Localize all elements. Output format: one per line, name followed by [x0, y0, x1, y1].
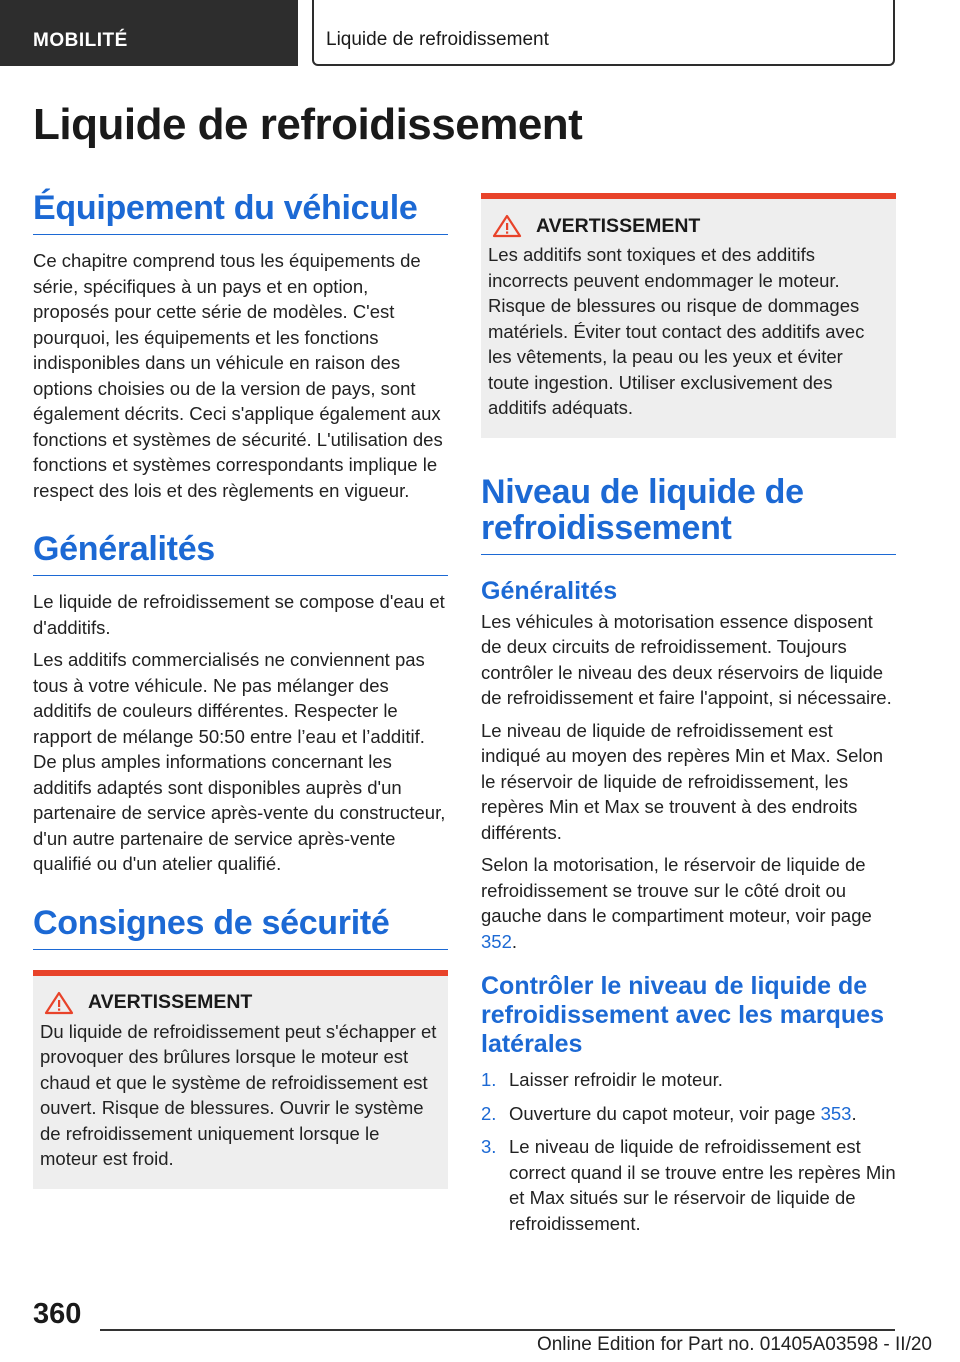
- warning-triangle-icon: [492, 214, 522, 238]
- footer-edition: Online Edition for Part no. 01405A03598 - II/20: [536, 1334, 932, 1355]
- subheading-general: Généralités: [481, 576, 618, 605]
- warning-text: Du liquide de refroidissement peut s'échapper et provoquer des brûlures lorsque le moteur est chaud et que le système de refroidissement est ouvert. Risque de blessures. Ouvrir le système de refroidissement uniquement lorsque le moteur est froid.: [40, 1020, 437, 1169]
- step-text-end: .: [851, 1102, 857, 1124]
- page-link-353[interactable]: 353: [820, 1102, 852, 1124]
- step-number: 3.: [481, 1136, 497, 1157]
- step-text: Ouverture du capot moteur, voir page: [509, 1102, 821, 1124]
- step-text: Laisser refroidir le moteur.: [509, 1069, 723, 1090]
- step-text: Le niveau de liquide de refroidissement est correct quand il se trouve entre les repères Min et Max situés sur le réservoir de liquide de refroidissement.: [509, 1136, 896, 1234]
- level-paragraph-2: Le niveau de liquide de refroidissement est indiqué au moyen des repères Min et Max. Selon le réservoir de liquide de refroidissement, les repères Min et Max se trouvent à des endroits différents.: [481, 719, 884, 843]
- warning-triangle-icon: [44, 991, 74, 1015]
- heading-general: Généralités: [33, 531, 448, 576]
- level-paragraph-3-end: .: [511, 930, 518, 952]
- warning-box-additives: [481, 193, 896, 438]
- list-item: [481, 1101, 896, 1127]
- page-link-352[interactable]: 352: [481, 930, 512, 952]
- warning-title: AVERTISSEMENT: [88, 991, 253, 1013]
- page-number: 360: [33, 1298, 82, 1330]
- level-paragraph-3-text: Selon la motorisation, le réservoir de liquide de refroidissement se trouve sur le côté droit ou gauche dans le compartiment moteur, voir page: [481, 854, 872, 926]
- general-paragraph-1: Le liquide de refroidissement se compose d'eau et d'additifs.: [33, 591, 445, 638]
- left-column: [33, 190, 448, 1189]
- level-paragraph-1: Les véhicules à motorisation essence disposent de deux circuits de refroidissement. Toujours contrôler le niveau des deux réservoirs de liquide de refroidissement et faire l'appoint, si nécessaire.: [481, 610, 892, 708]
- steps-list: [481, 1067, 896, 1236]
- warning-title: AVERTISSEMENT: [536, 214, 701, 237]
- heading-equipment: Équipement du véhicule: [33, 190, 448, 235]
- step-number: 2.: [481, 1102, 497, 1124]
- warning-header: [488, 214, 886, 238]
- page-title: Liquide de refroidissement: [33, 100, 583, 149]
- right-column: [481, 193, 896, 1244]
- step-number: 1.: [481, 1069, 497, 1090]
- chapter-title-box: Liquide de refroidissement: [312, 0, 895, 66]
- general-paragraph-2: Les additifs commercialisés ne conviennent pas tous à votre véhicule. Ne pas mélanger des additifs de couleurs différentes. Respecter le rapport de mélange 50:50 entre l’eau et l’additif. De plus amples informations concernant les additifs adaptés sont disponibles auprès d'un partenaire de service après-vente du constructeur, d'un autre partenaire de service après-vente qualifié ou d'un atelier qualifié.: [33, 649, 446, 874]
- page-header: [0, 0, 960, 66]
- footer-divider: [100, 1329, 895, 1331]
- heading-coolant-level: Niveau de liquide de refroidissement: [481, 474, 896, 555]
- list-item: [481, 1134, 896, 1236]
- warning-text: Les additifs sont toxiques et des additifs incorrects peuvent endommager le moteur. Risque de blessures ou risque de dommages matériels. Éviter tout contact des additifs avec les vêtements, la peau ou les yeux et éviter toute ingestion. Utiliser exclusivement des additifs adéquats.: [488, 244, 865, 418]
- heading-check-level: Contrôler le niveau de liquide de refroidissement avec les marques latérales: [481, 972, 884, 1058]
- level-paragraph-3: [481, 852, 896, 954]
- heading-safety: Consignes de sécurité: [33, 905, 448, 950]
- warning-box-burns: [33, 970, 448, 1189]
- section-tab: MOBILITÉ: [0, 0, 298, 66]
- warning-header: [40, 991, 438, 1015]
- list-item: [481, 1067, 896, 1093]
- equipment-text: Ce chapitre comprend tous les équipements de série, spécifiques à un pays et en option, proposés pour cette série de modèles. C'est pourquoi, les équipements et les fonctions indisponibles dans un véhicule en raison des options choisies ou de la version de pays, sont également décrits. Ceci s'applique également aux fonctions et systèmes de sécurité. L'utilisation des fonctions et systèmes correspondants implique le respect des lois et des règlements en vigueur.: [33, 250, 443, 501]
